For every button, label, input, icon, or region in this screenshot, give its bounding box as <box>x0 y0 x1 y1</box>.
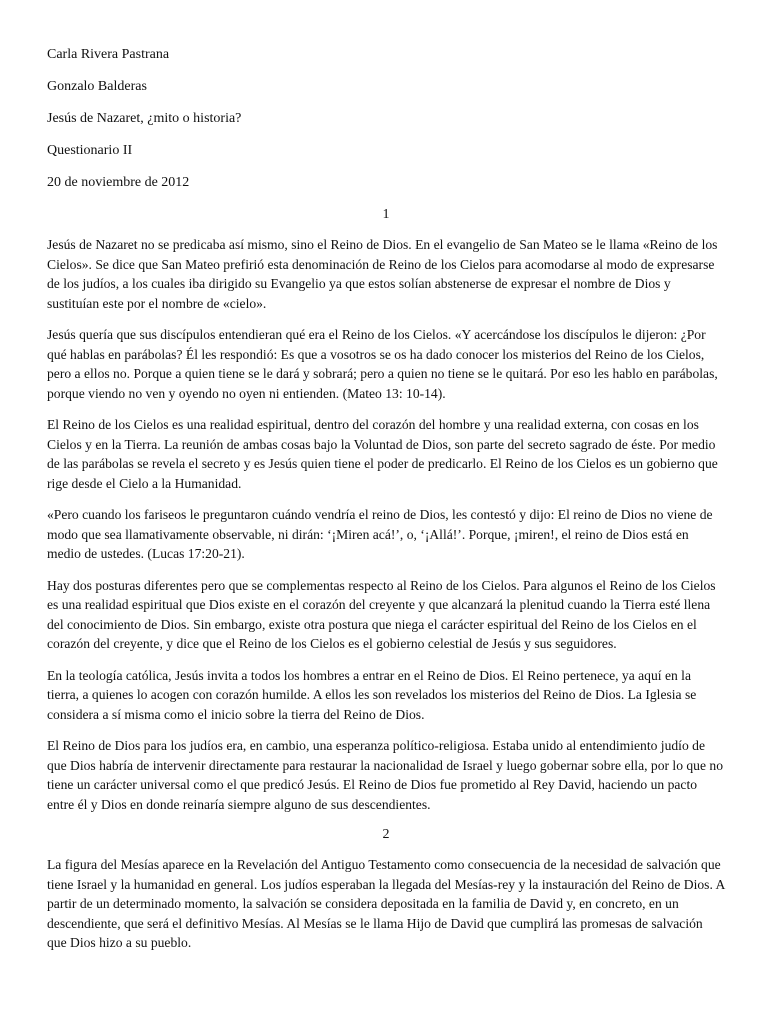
document-page <box>47 46 725 965</box>
paragraph: El Reino de Dios para los judíos era, en cambio, una esperanza político-religiosa. Estaba unido al entendimiento judío de que Dios habría de intervenir directamente para restaurar la nacionalidad de Israel y luego gobernar sobre ella, por lo que no tiene un carácter universal como el que predicó Jesús. El Reino de Dios fue prometido al Rey David, haciendo un pacto entre él y Dios en donde reinaría siempre alguno de sus descendientes. <box>47 738 724 812</box>
paragraph: Jesús de Nazaret no se predicaba así mismo, sino el Reino de Dios. En el evangelio de San Mateo se le llama «Reino de los Cielos». Se dice que San Mateo prefirió esta denominación de Reino de los Cielos para acomodarse al modo de expresarse de los judíos, a los cuales iba dirigido su Evangelio ya que estos solían abstenerse de expresar el nombre de Dios y sustituían este por el nombre de «cielo». <box>47 237 718 311</box>
section-number-2: 2 <box>382 827 390 842</box>
teacher-name: Gonzalo Balderas <box>47 79 147 94</box>
paragraph: En la teología católica, Jesús invita a todos los hombres a entrar en el Reino de Dios. El Reino pertenece, ya aquí en la tierra, a quienes lo acogen con corazón humilde. A ellos les son revelados los misterios del Reino de Dios. La Iglesia se considera a sí misma como el inicio sobre la tierra del Reino de Dios. <box>47 667 697 722</box>
document-header <box>47 46 725 192</box>
section-number-1: 1 <box>382 207 390 222</box>
paragraph: Hay dos posturas diferentes pero que se complementas respecto al Reino de los Cielos. Para algunos el Reino de los Cielos es una realidad espiritual que Dios existe en el corazón del creyente y que alcanzará la plenitud cuando la Tierra esté llena del conocimiento de Dios. Sin embargo, existe otra postura que niega el carácter espiritual del Reino de los Cielos en el corazón del creyente, y dice que el Reino de los Cielos es el gobierno celestial de Jesús y sus seguidores. <box>47 577 716 651</box>
paragraph: El Reino de los Cielos es una realidad espiritual, dentro del corazón del hombre y una realidad externa, con cosas en los Cielos y en la Tierra. La reunión de ambas cosas bajo la Voluntad de Dios, son parte del secreto sagrado de éste. Por medio de las parábolas se revela el secreto y es Jesús quien tiene el poder de predicarlo. El Reino de los Cielos es un gobierno que rige desde el Cielo a la Humanidad. <box>47 417 718 491</box>
paragraph: La figura del Mesías aparece en la Revelación del Antiguo Testamento como consecuencia de la necesidad de salvación que tiene Israel y la humanidad en general. Los judíos esperaban la llegada del Mesías-rey y la instauración del Reino de Dios. A partir de un determinado momento, la salvación se considera depositada en la familia de David y, en concreto, en un descendiente, que será el definitivo Mesías. Al Mesías se le llama Hijo de David que cumplirá las promesas de salvación que Dios hizo a su pueblo. <box>47 857 725 950</box>
assignment-name: Questionario II <box>47 143 133 158</box>
document-title: Jesús de Nazaret, ¿mito o historia? <box>47 111 242 126</box>
paragraph: Jesús quería que sus discípulos entendieran qué era el Reino de los Cielos. «Y acercándose los discípulos le dijeron: ¿Por qué hablas en parábolas? Él les respondió: Es que a vosotros se os ha dado conocer los misterios del Reino de los Cielos, pero a ellos no. Porque a quien tiene se le dará y sobrará; pero a quien no tiene se le quitará. Por eso les hablo en parábolas, porque viendo no ven y oyendo no oyen ni entienden. (Mateo 13: 10-14). <box>47 327 718 401</box>
document-date: 20 de noviembre de 2012 <box>47 175 190 190</box>
paragraph: «Pero cuando los fariseos le preguntaron cuándo vendría el reino de Dios, les contestó y dijo: El reino de Dios no viene de modo que sea llamativamente observable, ni dirán: ‘¡Miren acá!’, o, ‘¡Allá!’. Porque, ¡miren!, el reino de Dios está en medio de ustedes. (Lucas 17:20-21). <box>47 507 713 561</box>
author-name: Carla Rivera Pastrana <box>47 47 170 62</box>
